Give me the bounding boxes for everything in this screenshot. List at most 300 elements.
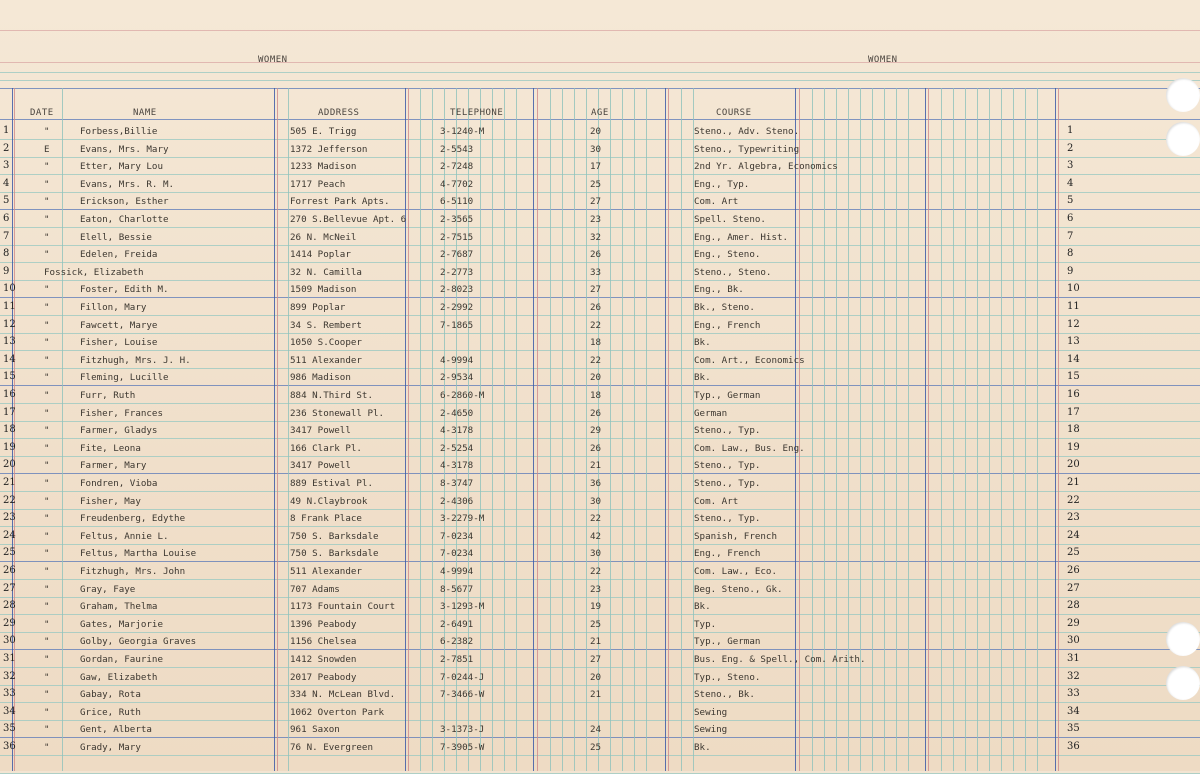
row-rule [0,192,1200,193]
row-rule [0,649,1200,650]
name-cell: Fondren, Vioba [80,478,158,489]
row-number-right: 12 [1067,319,1080,330]
column-rule [492,88,493,771]
column-rule [848,88,849,771]
age-cell: 21 [590,689,602,700]
column-rule [989,88,990,771]
row-number-right: 21 [1067,477,1080,488]
row-number-left: 13 [3,336,16,347]
course-cell: Eng., French [694,320,761,331]
column-rule [537,88,538,771]
date-cell: " [44,302,50,313]
telephone-cell: 7-3466-W [440,689,485,700]
row-number-right: 24 [1067,530,1080,541]
row-rule [0,526,1200,527]
row-number-left: 8 [3,248,10,259]
address-cell: 49 N.Claybrook [290,496,368,507]
course-cell: Typ. [694,619,717,630]
telephone-cell: 2-8023 [440,284,474,295]
age-cell: 30 [590,548,602,559]
column-rule [646,88,647,771]
column-rule [884,88,885,771]
telephone-cell: 6-2382 [440,636,474,647]
age-cell: 19 [590,601,602,612]
column-rule [504,88,505,771]
row-number-right: 35 [1067,723,1080,734]
name-cell: Fisher, Louise [80,337,158,348]
telephone-cell: 7-0234 [440,548,474,559]
row-rule [0,544,1200,545]
header-bottom-rule [0,119,1200,120]
section-heading-right: WOMEN [868,55,898,65]
name-cell: Gates, Marjorie [80,619,163,630]
age-cell: 25 [590,179,602,190]
age-cell: 20 [590,372,602,383]
row-number-right: 2 [1067,143,1074,154]
row-rule [0,632,1200,633]
column-rule [668,88,669,771]
address-cell: 1062 Overton Park [290,707,385,718]
course-cell: Steno., Bk. [694,689,755,700]
telephone-cell: 2-3565 [440,214,474,225]
name-cell: Edelen, Freida [80,249,158,260]
course-cell: Com. Art., Economics [694,355,805,366]
address-cell: 166 Clark Pl. [290,443,362,454]
telephone-cell: 8-5677 [440,584,474,595]
row-number-left: 31 [3,653,16,664]
column-header-age: AGE [591,108,609,118]
telephone-cell: 2-7687 [440,249,474,260]
column-rule [1055,88,1056,771]
row-number-right: 14 [1067,354,1080,365]
date-cell: " [44,707,50,718]
name-cell: Elell, Bessie [80,232,152,243]
address-cell: 1412 Snowden [290,654,357,665]
column-rule [908,88,909,771]
age-cell: 26 [590,443,602,454]
row-number-right: 25 [1067,547,1080,558]
column-rule [965,88,966,771]
column-rule [516,88,517,771]
column-header-course: COURSE [716,108,752,118]
course-cell: Com. Art [694,196,739,207]
row-number-right: 30 [1067,635,1080,646]
row-rule [0,227,1200,228]
telephone-cell: 2-4306 [440,496,474,507]
column-rule [824,88,825,771]
row-number-left: 36 [3,741,16,752]
column-rule [896,88,897,771]
row-rule [0,509,1200,510]
date-cell: E [44,144,50,155]
address-cell: 2017 Peabody [290,672,357,683]
telephone-cell: 2-4650 [440,408,474,419]
row-number-right: 36 [1067,741,1080,752]
course-cell: Steno., Typ. [694,425,761,436]
row-number-right: 17 [1067,407,1080,418]
row-number-left: 23 [3,512,16,523]
row-number-right: 9 [1067,266,1074,277]
telephone-cell: 7-3905-W [440,742,485,753]
date-cell: " [44,284,50,295]
name-cell: Fisher, May [80,496,141,507]
name-cell: Fleming, Lucille [80,372,169,383]
address-cell: 750 S. Barksdale [290,531,379,542]
course-cell: Bk. [694,337,711,348]
date-cell: " [44,320,50,331]
date-cell: " [44,619,50,630]
name-cell: Foster, Edith M. [80,284,169,295]
row-number-right: 10 [1067,283,1080,294]
row-number-left: 21 [3,477,16,488]
telephone-cell: 2-9534 [440,372,474,383]
age-cell: 18 [590,337,602,348]
row-number-left: 4 [3,178,10,189]
age-cell: 26 [590,249,602,260]
age-cell: 27 [590,654,602,665]
date-cell: " [44,161,50,172]
address-cell: 986 Madison [290,372,351,383]
row-rule [0,456,1200,457]
row-number-right: 29 [1067,618,1080,629]
column-rule [1025,88,1026,771]
course-cell: Steno., Typewriting [694,144,800,155]
age-cell: 42 [590,531,602,542]
age-cell: 25 [590,619,602,630]
course-cell: Eng., Typ. [694,179,750,190]
column-rule [586,88,587,771]
row-number-right: 5 [1067,195,1074,206]
column-rule [405,88,406,771]
punch-hole [1166,666,1200,700]
course-cell: Bk. [694,742,711,753]
column-rule [836,88,837,771]
row-number-left: 10 [3,283,16,294]
row-number-left: 26 [3,565,16,576]
row-number-left: 7 [3,231,10,242]
address-cell: 32 N. Camilla [290,267,362,278]
row-number-right: 28 [1067,600,1080,611]
name-cell: Fisher, Frances [80,408,163,419]
name-cell: Forbess,Billie [80,126,158,137]
name-cell: Freudenberg, Edythe [80,513,186,524]
row-number-left: 20 [3,459,16,470]
column-rule [622,88,623,771]
row-number-left: 19 [3,442,16,453]
row-number-right: 4 [1067,178,1074,189]
row-rule [0,737,1200,738]
section-heading-left: WOMEN [258,55,288,65]
course-cell: Sewing [694,724,728,735]
column-rule [1058,88,1059,771]
age-cell: 27 [590,196,602,207]
date-cell: " [44,601,50,612]
telephone-cell: 4-3178 [440,425,474,436]
age-cell: 18 [590,390,602,401]
column-rule [610,88,611,771]
course-cell: Com. Law., Bus. Eng. [694,443,805,454]
date-cell: " [44,566,50,577]
name-cell: Eaton, Charlotte [80,214,169,225]
column-rule [872,88,873,771]
row-number-left: 33 [3,688,16,699]
row-number-left: 35 [3,723,16,734]
name-cell: Gordan, Faurine [80,654,163,665]
telephone-cell: 3-1240-M [440,126,485,137]
column-rule [550,88,551,771]
punch-hole [1166,622,1200,656]
telephone-cell: 4-9994 [440,355,474,366]
row-rule [0,262,1200,263]
name-cell: Golby, Georgia Graves [80,636,197,647]
row-rule [0,297,1200,298]
top-rule [0,62,1200,63]
date-cell: " [44,496,50,507]
row-number-left: 29 [3,618,16,629]
column-rule [420,88,421,771]
rule [0,80,1200,81]
address-cell: 26 N. McNeil [290,232,357,243]
course-cell: Bk. [694,601,711,612]
date-cell: " [44,337,50,348]
column-rule [977,88,978,771]
address-cell: 8 Frank Place [290,513,362,524]
telephone-cell: 2-7515 [440,232,474,243]
date-cell: " [44,443,50,454]
row-rule [0,597,1200,598]
row-rule [0,473,1200,474]
name-cell: Evans, Mrs. Mary [80,144,169,155]
name-cell: Graham, Thelma [80,601,158,612]
date-cell: " [44,636,50,647]
row-number-left: 9 [3,266,10,277]
row-number-right: 11 [1067,301,1080,312]
name-cell: Fawcett, Marye [80,320,158,331]
row-rule [0,491,1200,492]
column-rule [562,88,563,771]
column-rule [574,88,575,771]
column-rule [812,88,813,771]
date-cell: " [44,460,50,471]
row-number-right: 22 [1067,495,1080,506]
row-number-left: 12 [3,319,16,330]
row-number-left: 11 [3,301,16,312]
age-cell: 22 [590,566,602,577]
row-rule [0,315,1200,316]
date-cell: " [44,390,50,401]
address-cell: Forrest Park Apts. [290,196,390,207]
date-cell: " [44,548,50,559]
address-cell: 1173 Fountain Court [290,601,396,612]
date-cell: " [44,196,50,207]
address-cell: 961 Saxon [290,724,340,735]
punch-hole [1166,122,1200,156]
name-cell: Fillon, Mary [80,302,147,313]
course-cell: Bus. Eng. & Spell., Com. Arith. [694,654,866,665]
column-rule [941,88,942,771]
age-cell: 26 [590,408,602,419]
column-rule [274,88,275,771]
date-cell: " [44,372,50,383]
row-number-left: 3 [3,160,10,171]
row-number-left: 2 [3,143,10,154]
column-header-telephone: TELEPHONE [450,108,504,118]
column-rule [665,88,666,771]
name-cell: Grady, Mary [80,742,141,753]
age-cell: 30 [590,144,602,155]
column-header-date: DATE [30,108,54,118]
column-rule [1037,88,1038,771]
row-number-right: 6 [1067,213,1074,224]
date-cell: " [44,232,50,243]
telephone-cell: 8-3747 [440,478,474,489]
name-cell: Gent, Alberta [80,724,152,735]
date-cell: " [44,531,50,542]
address-cell: 76 N. Evergreen [290,742,373,753]
address-cell: 505 E. Trigg [290,126,357,137]
age-cell: 20 [590,126,602,137]
age-cell: 17 [590,161,602,172]
address-cell: 1717 Peach [290,179,346,190]
row-number-left: 24 [3,530,16,541]
course-cell: Sewing [694,707,728,718]
column-rule [408,88,409,771]
column-rule [533,88,534,771]
row-number-right: 20 [1067,459,1080,470]
row-number-left: 27 [3,583,16,594]
name-cell: Erickson, Esther [80,196,169,207]
row-rule [0,333,1200,334]
course-cell: Steno., Adv. Steno. [694,126,800,137]
course-cell: Bk., Steno. [694,302,755,313]
address-cell: 1414 Poplar [290,249,351,260]
course-cell: Bk. [694,372,711,383]
age-cell: 22 [590,355,602,366]
telephone-cell: 2-7248 [440,161,474,172]
address-cell: 236 Stonewall Pl. [290,408,385,419]
course-cell: Typ., Steno. [694,672,761,683]
address-cell: 1509 Madison [290,284,357,295]
course-cell: Beg. Steno., Gk. [694,584,783,595]
age-cell: 23 [590,584,602,595]
column-rule [277,88,278,771]
column-header-address: ADDRESS [318,108,360,118]
address-cell: 884 N.Third St. [290,390,373,401]
row-rule [0,667,1200,668]
age-cell: 20 [590,672,602,683]
row-number-right: 13 [1067,336,1080,347]
course-cell: Typ., German [694,636,761,647]
telephone-cell: 6-5110 [440,196,474,207]
column-rule [928,88,929,771]
row-number-right: 31 [1067,653,1080,664]
row-number-right: 34 [1067,706,1080,717]
course-cell: Steno., Typ. [694,478,761,489]
address-cell: 270 S.Bellevue Apt. 6 [290,214,407,225]
row-number-left: 14 [3,354,16,365]
age-cell: 22 [590,320,602,331]
row-number-left: 34 [3,706,16,717]
date-cell: " [44,408,50,419]
row-number-right: 19 [1067,442,1080,453]
telephone-cell: 3-1293-M [440,601,485,612]
row-number-right: 23 [1067,512,1080,523]
row-number-right: 15 [1067,371,1080,382]
row-number-left: 17 [3,407,16,418]
row-rule [0,755,1200,756]
telephone-cell: 2-5254 [440,443,474,454]
row-number-left: 5 [3,195,10,206]
top-rule [0,30,1200,31]
name-cell: Farmer, Gladys [80,425,158,436]
row-number-left: 18 [3,424,16,435]
date-cell: " [44,355,50,366]
row-rule [0,720,1200,721]
date-cell: " [44,584,50,595]
column-rule [681,88,682,771]
column-rule [925,88,926,771]
course-cell: 2nd Yr. Algebra, Economics [694,161,838,172]
name-cell: Furr, Ruth [80,390,136,401]
telephone-cell: 4-9994 [440,566,474,577]
row-number-right: 27 [1067,583,1080,594]
age-cell: 30 [590,496,602,507]
course-cell: German [694,408,728,419]
name-cell: Gaw, Elizabeth [80,672,158,683]
telephone-cell: 2-5543 [440,144,474,155]
name-cell: Gabay, Rota [80,689,141,700]
row-number-right: 26 [1067,565,1080,576]
address-cell: 899 Poplar [290,302,346,313]
row-rule [0,209,1200,210]
row-number-right: 8 [1067,248,1074,259]
name-cell: Feltus, Annie L. [80,531,169,542]
row-number-left: 32 [3,671,16,682]
row-rule [0,438,1200,439]
column-rule [634,88,635,771]
row-number-right: 1 [1067,125,1074,136]
name-cell: Feltus, Martha Louise [80,548,197,559]
row-rule [0,350,1200,351]
row-number-left: 28 [3,600,16,611]
column-rule [480,88,481,771]
name-cell: Gray, Faye [80,584,136,595]
telephone-cell: 2-7851 [440,654,474,665]
date-cell: " [44,126,50,137]
column-rule [799,88,800,771]
address-cell: 1396 Peabody [290,619,357,630]
name-cell: Grice, Ruth [80,707,141,718]
row-rule [0,139,1200,140]
row-rule [0,403,1200,404]
row-number-right: 32 [1067,671,1080,682]
row-number-right: 16 [1067,389,1080,400]
address-cell: 889 Estival Pl. [290,478,373,489]
date-cell: " [44,478,50,489]
address-cell: 3417 Powell [290,460,351,471]
address-cell: 1372 Jefferson [290,144,368,155]
date-cell: " [44,689,50,700]
course-cell: Spell. Steno. [694,214,766,225]
address-cell: 334 N. McLean Blvd. [290,689,396,700]
telephone-cell: 2-6491 [440,619,474,630]
age-cell: 36 [590,478,602,489]
date-cell: " [44,249,50,260]
age-cell: 32 [590,232,602,243]
row-number-left: 25 [3,547,16,558]
telephone-cell: 7-0244-J [440,672,485,683]
row-number-right: 7 [1067,231,1074,242]
